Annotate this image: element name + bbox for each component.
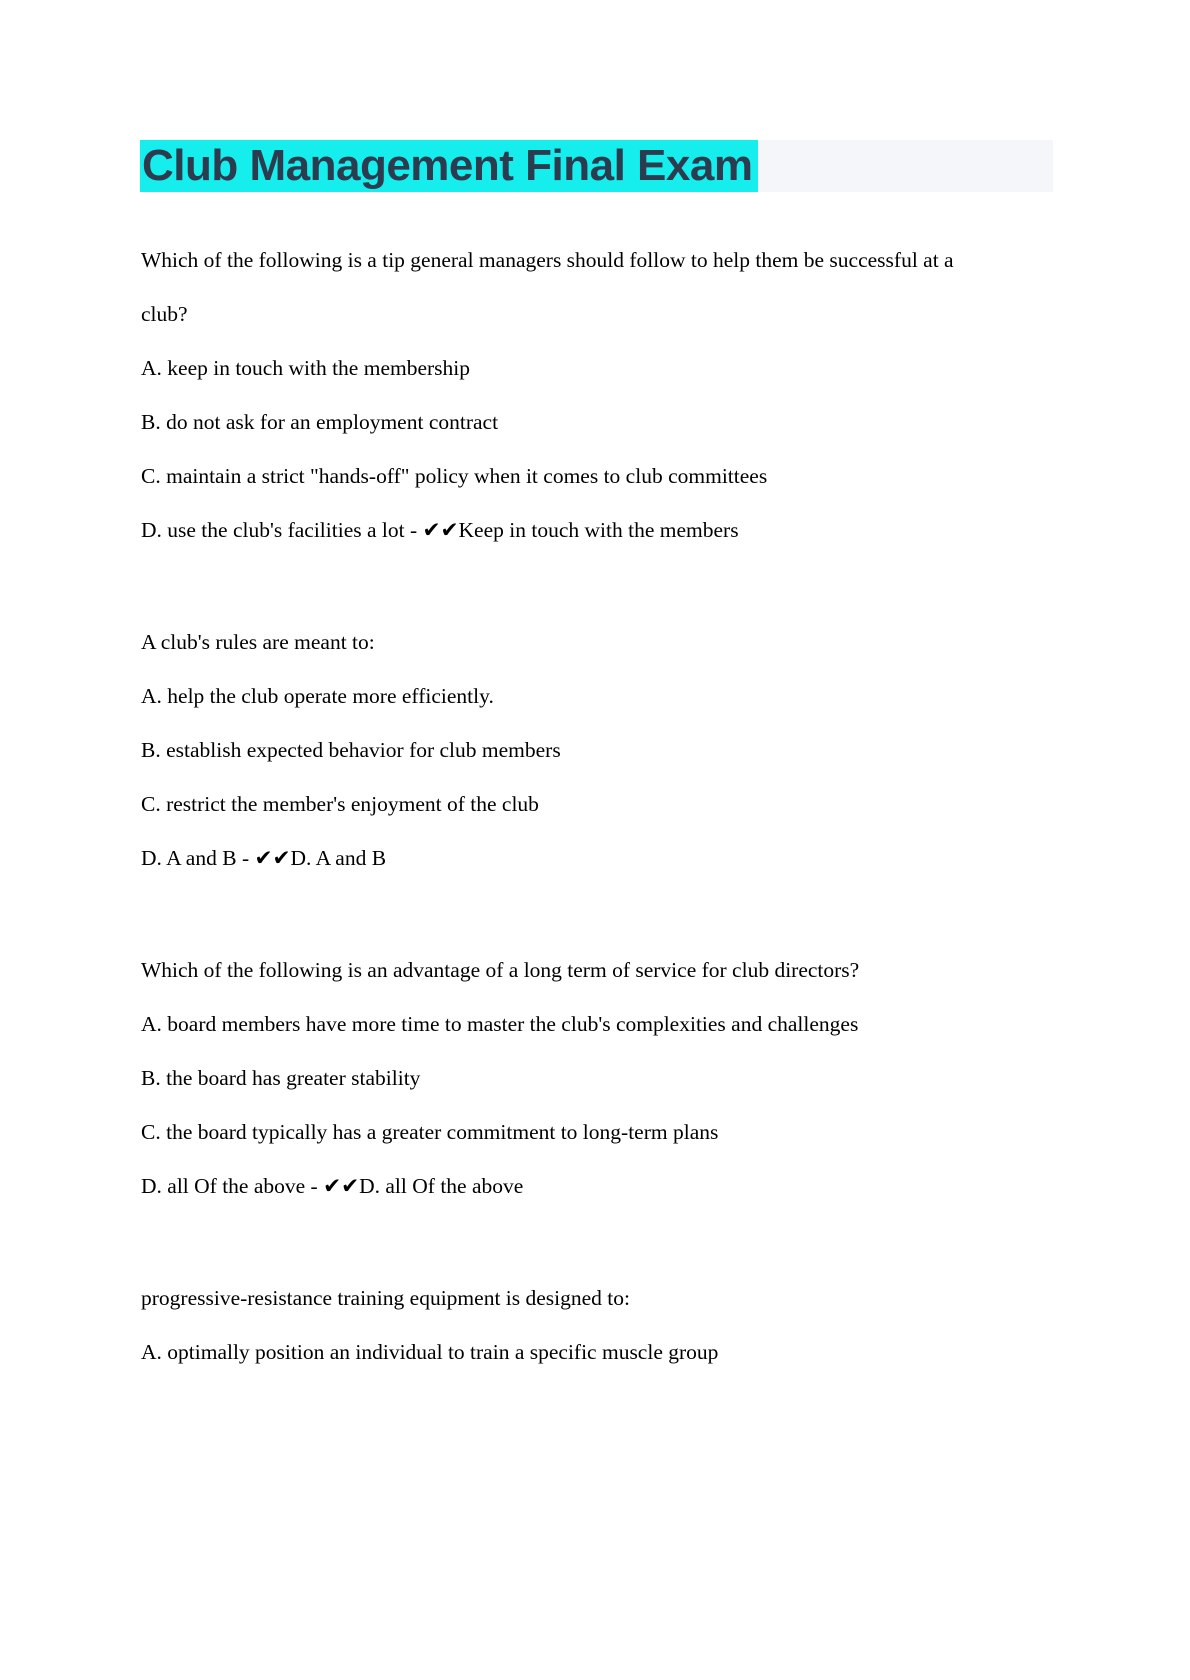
question-text: club? [141,302,188,326]
answer-option: D. all Of the above - ✔✔D. all Of the above [141,1174,524,1198]
question-text: Which of the following is a tip general managers should follow to help them be successful at a [141,248,954,272]
answer-option: A. help the club operate more efficiently. [141,684,494,708]
answer-option: C. maintain a strict "hands-off" policy when it comes to club committees [141,464,768,488]
document-page [0,140,1190,1379]
answer-option: A. board members have more time to master the club's complexities and challenges [141,1012,859,1036]
question-text: progressive-resistance training equipment is designed to: [141,1286,630,1310]
answer-option: A. optimally position an individual to train a specific muscle group [141,1340,719,1364]
answer-option: A. keep in touch with the membership [141,356,470,380]
document-content [141,233,1041,1379]
title-bar [140,140,1053,192]
question-block-1 [141,233,1041,557]
answer-option: D. A and B - ✔✔D. A and B [141,846,387,870]
answer-option: C. restrict the member's enjoyment of the club [141,792,539,816]
answer-option: B. the board has greater stability [141,1066,421,1090]
question-block-4 [141,1271,1041,1379]
page-title: Club Management Final Exam [140,140,758,192]
question-text: A club's rules are meant to: [141,630,375,654]
answer-option: B. establish expected behavior for club members [141,738,561,762]
question-block-3 [141,943,1041,1213]
question-text: Which of the following is an advantage of a long term of service for club directors? [141,958,860,982]
answer-option: B. do not ask for an employment contract [141,410,499,434]
answer-option: D. use the club's facilities a lot - ✔✔Keep in touch with the members [141,518,739,542]
answer-option: C. the board typically has a greater commitment to long-term plans [141,1120,719,1144]
question-block-2 [141,615,1041,885]
